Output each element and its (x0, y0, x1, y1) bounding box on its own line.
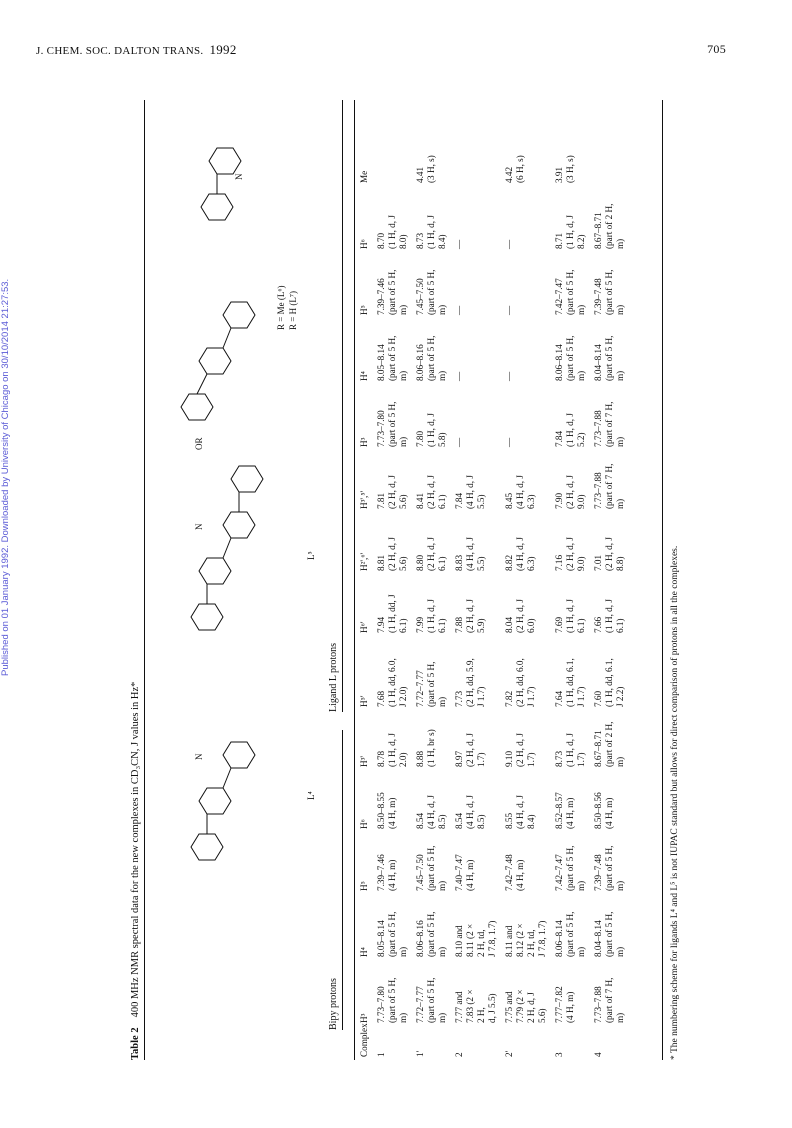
table-cell: 8.04–8.14 (part of 5 H, m) (593, 335, 625, 381)
table-cell: 7.42–7.48 (4 H, m) (504, 854, 525, 891)
table-footnote: * The numbering scheme for ligands L⁴ and L⁵ is not IUPAC standard but allows for direct comparison of protons in all the complexes. (670, 545, 680, 1060)
table-cell: 8.45 (4 H, d, J 6.3) (504, 475, 536, 509)
table-cell (372, 100, 411, 186)
table-cell: 8.10 and 8.11 (2 × 2 H, td, J 7.8, 1.7) (454, 920, 497, 957)
ligand-structures-svg (144, 100, 326, 1060)
table-cell: 8.04–8.14 (part of 5 H, m) (593, 911, 625, 957)
table-cell: 7.75 and 7.79 (2 × 2 H, d, J 5.6) (504, 989, 547, 1023)
table-cell: 7.68 (1 H, dd, 6.0, J 2.0) (376, 658, 408, 707)
table-cell: 7.66 (1 H, d, J 6.1) (593, 599, 625, 633)
col-header: H⁶' (359, 621, 369, 633)
table-cell: 7.64 (1 H, dd, 6.1, J 1.7) (554, 658, 586, 707)
table-cell: 7.73–7.80 (part of 5 H, m) (376, 977, 408, 1023)
bipy-structure (201, 148, 241, 220)
table-row (411, 100, 450, 1060)
col-header: H⁶ (359, 239, 369, 249)
col-header: H⁴ (359, 947, 369, 957)
table-cell (589, 100, 628, 186)
bottom-rule (662, 100, 663, 1060)
table-cell: 7.01 (2 H, d, J 8.8) (593, 537, 625, 571)
table-cell: 7.60 (1 H, dd, 6.1, J 2.2) (593, 658, 625, 707)
table-cell: 7.84 (1 H, d, J 5.2) (554, 413, 586, 447)
table-row (500, 100, 550, 1060)
complex-cell: 2' (504, 1050, 514, 1057)
table-cell: 8.67–8.71 (part of 2 H, m) (593, 721, 625, 767)
header-rule (354, 100, 355, 1060)
table-cell: 7.84 (4 H, d, J 5.5) (454, 475, 486, 509)
col-header: H³ (359, 437, 369, 447)
l4-label: L⁴ (306, 791, 316, 800)
page-number: 705 (707, 42, 726, 56)
table-cell: 7.40–7.47 (4 H, m) (454, 854, 475, 891)
structure-diagrams (144, 100, 326, 1060)
table-cell: — (504, 437, 514, 447)
col-header: Complex (359, 1023, 369, 1057)
table-cell: 8.05–8.14 (part of 5 H, m) (376, 911, 408, 957)
table-row (550, 100, 589, 1060)
table-2 (130, 82, 752, 1082)
col-header: H⁵ (359, 305, 369, 315)
table-cell: 8.70 (1 H, d, J 8.0) (376, 215, 408, 249)
table-cell: 7.39–7.46 (part of 5 H, m) (376, 269, 408, 315)
col-header: H⁴ (359, 371, 369, 381)
complex-cell: 4 (593, 1052, 603, 1057)
table-cell: 8.80 (2 H, d, J 6.1) (415, 537, 447, 571)
table-cell: 8.04 (2 H, d, J 6.0) (504, 599, 536, 633)
col-header: H⁶ (359, 819, 369, 829)
table-cell: 7.80 (1 H, d, J 5.8) (415, 413, 447, 447)
table-cell: 7.69 (1 H, d, J 6.1) (554, 599, 586, 633)
table-cell: — (454, 239, 464, 249)
table-row (372, 100, 411, 1060)
table-cell: 8.82 (4 H, d, J 6.3) (504, 537, 536, 571)
table-cell: 7.73 (2 H, dd, 5.9, J 1.7) (454, 658, 486, 707)
table-cell: 8.67–8.71 (part of 2 H, m) (593, 203, 625, 249)
col-header: H³',⁵' (359, 490, 369, 509)
group-header-bipy: Bipy protons (328, 978, 339, 1030)
l5-label: L⁵ (306, 551, 316, 560)
table-cell: 7.42–7.47 (part of 5 H, m) (554, 269, 586, 315)
table-cell: 7.42–7.47 (part of 5 H, m) (554, 845, 586, 891)
column-header-row (357, 100, 372, 1060)
table-cell: 7.73–7.88 (part of 7 H, m) (593, 977, 625, 1023)
col-header: H⁵' (359, 695, 369, 707)
table-cell: 7.82 (2 H, dd, 6.0, J 1.7) (504, 658, 536, 707)
table-cell: 8.06–8.16 (part of 5 H, m) (415, 335, 447, 381)
table-cell: 3.91 (3 H, s) (554, 155, 575, 183)
l5-structure (191, 466, 263, 630)
table-cell: 8.88 (1 H, br s) (415, 729, 436, 767)
table-cell: — (454, 371, 464, 381)
table-cell: 7.77 and 7.83 (2 × 2 H, d, J 5.5) (454, 989, 497, 1023)
table-cell: 9.10 (2 H, d, J 1.7) (504, 733, 536, 767)
table-cell: 8.41 (2 H, d, J 6.1) (415, 475, 447, 509)
table-cell: — (504, 305, 514, 315)
nmr-data-table (357, 100, 628, 1060)
table-cell: — (454, 305, 464, 315)
table-cell: 7.94 (1 H, dd, J 6.1) (376, 594, 408, 633)
table-cell: — (504, 371, 514, 381)
journal-title: J. CHEM. SOC. DALTON TRANS. 1992 (36, 42, 237, 57)
group-header-ligand: Ligand L protons (328, 642, 339, 712)
l5-n-label: N (194, 523, 204, 530)
table-row (589, 100, 628, 1060)
complex-cell: 2 (454, 1052, 464, 1057)
complex-cell: 1' (415, 1050, 425, 1057)
col-header: H²',⁶' (359, 552, 369, 571)
r-me-label: R = Me (L⁶) (276, 285, 286, 330)
bipy-group-rule (342, 730, 343, 1030)
table-cell: 7.99 (1 H, d, J 6.1) (415, 599, 447, 633)
table-cell: 7.72–7.77 (part of 5 H, m) (415, 977, 447, 1023)
l4-n-label: N (194, 753, 204, 760)
table-cell: 7.81 (2 H, d, J 5.6) (376, 475, 408, 509)
rotated-table-region (130, 82, 752, 1082)
r-h-label: R = H (L⁷) (288, 291, 298, 330)
ligand-group-rule (342, 100, 343, 712)
table-cell: 7.90 (2 H, d, J 9.0) (554, 475, 586, 509)
table-cell: 8.78 (1 H, d, J 2.0) (376, 733, 408, 767)
table-cell: 8.55 (4 H, d, J 8.4) (504, 795, 536, 829)
table-cell: 8.54 (4 H, d, J 8.5) (415, 795, 447, 829)
table-cell: 4.42 (6 H, s) (504, 155, 525, 183)
table-cell: 7.45–7.50 (part of 5 H, m) (415, 269, 447, 315)
table-cell: 7.39–7.46 (4 H, m) (376, 854, 397, 891)
col-header: H³ (359, 1013, 369, 1023)
table-cell: 7.77–7.82 (4 H, m) (554, 986, 575, 1023)
table-cell: 7.16 (2 H, d, J 9.0) (554, 537, 586, 571)
col-header: H³' (359, 755, 369, 767)
table-cell: 8.50–8.56 (4 H, m) (593, 792, 614, 829)
table-cell: — (454, 437, 464, 447)
col-header: H⁵ (359, 881, 369, 891)
table-cell: — (504, 239, 514, 249)
table-caption: Table 2400 MHz NMR spectral data for the new complexes in CD₃CN, J values in Hz* (130, 681, 141, 1060)
table-cell: 8.73 (1 H, d, J 8.4) (415, 215, 447, 249)
table-cell (450, 100, 500, 186)
table-cell: 8.50–8.55 (4 H, m) (376, 792, 397, 829)
table-cell: 7.39–7.48 (part of 5 H, m) (593, 269, 625, 315)
table-cell: 7.39–7.48 (part of 5 H, m) (593, 845, 625, 891)
table-cell: 8.83 (4 H, d, J 5.5) (454, 537, 486, 571)
table-cell: 8.11 and 8.12 (2 × 2 H, td, J 7.8, 1.7) (504, 920, 547, 957)
table-row (450, 100, 500, 1060)
table-cell: 8.06–8.14 (part of 5 H, m) (554, 911, 586, 957)
table-cell: 8.71 (1 H, d, J 8.2) (554, 215, 586, 249)
running-header (36, 42, 726, 58)
table-cell: 8.06–8.16 (part of 5 H, m) (415, 911, 447, 957)
table-cell: 8.06–8.14 (part of 5 H, m) (554, 335, 586, 381)
table-cell: 4.41 (3 H, s) (415, 155, 436, 183)
table-cell: 7.73–7.88 (part of 7 H, m) (593, 401, 625, 447)
col-header: Me (359, 170, 369, 183)
table-cell: 7.72–7.77 (part of 5 H, m) (415, 661, 447, 707)
table-cell: 7.73–7.80 (part of 5 H, m) (376, 401, 408, 447)
table-body (372, 100, 628, 1060)
table-cell: 8.73 (1 H, d, J 1.7) (554, 733, 586, 767)
table-cell: 8.97 (2 H, d, J 1.7) (454, 733, 486, 767)
complex-cell: 1 (376, 1052, 386, 1057)
complex-cell: 3 (554, 1052, 564, 1057)
bipy-n-label: N (234, 173, 244, 180)
l6-l7-structure (181, 302, 255, 420)
table-cell: 8.52–8.57 (4 H, m) (554, 792, 575, 829)
or-label: OR (194, 437, 204, 450)
table-cell: 8.54 (4 H, d, J 8.5) (454, 795, 486, 829)
table-cell: 7.45–7.50 (part of 5 H, m) (415, 845, 447, 891)
table-cell: 7.73–7.88 (part of 7 H, m) (593, 463, 625, 509)
table-cell: 7.88 (2 H, d, J 5.9) (454, 599, 486, 633)
table-cell: 8.05–8.14 (part of 5 H, m) (376, 335, 408, 381)
table-cell: 8.81 (2 H, d, J 5.6) (376, 537, 408, 571)
